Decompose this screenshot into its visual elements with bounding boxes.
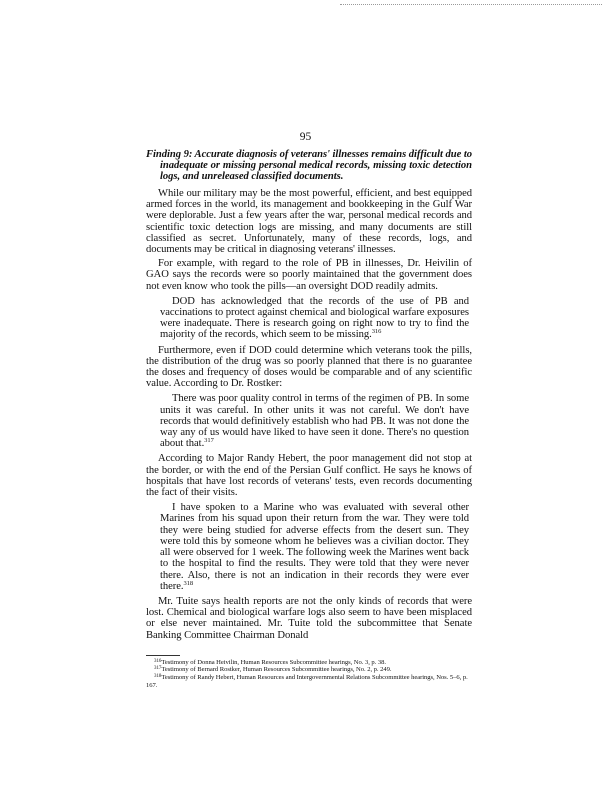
paragraph-hebert: According to Major Randy Hebert, the poor management did not stop at the border, or with the end of the Persian Gulf conflict. He says he knows of hospitals that have lost records of veterans' tests, even records documenting the fact of their visits. xyxy=(146,453,472,499)
footnotes xyxy=(146,659,472,689)
quote-hebert xyxy=(160,502,469,592)
footnote-number: 318 xyxy=(154,673,162,679)
footnote-ref: 316 xyxy=(371,328,382,336)
footnote-ref: 318 xyxy=(183,579,194,587)
quote-text: DOD has acknowledged that the records of the use of PB and vaccinations to protect against chemical and biological warfare exposures were inadequate. There is research going on right now to try to find the majority of the records, which seem to be missing. xyxy=(160,295,469,341)
paragraph-pb-records: For example, with regard to the role of PB in illnesses, Dr. Heivilin of GAO says the records were so poorly maintained that the government does not even know who took the pills—an oversight DOD readily admits. xyxy=(146,258,472,292)
page-body xyxy=(146,149,472,689)
footnote-number: 316 xyxy=(154,658,162,664)
footnote-text: Testimony of Randy Hebert, Human Resources and Intergovernmental Relations Subcommittee hearings, Nos. 5–6, p. 167. xyxy=(146,673,468,689)
footnote-text: Testimony of Donna Heivilin, Human Resources Subcommittee hearings, No. 3, p. 38. xyxy=(161,658,386,666)
paragraph-distribution: Furthermore, even if DOD could determine which veterans took the pills, the distribution of the drug was so poorly planned that there is no guarantee the doses and frequency of doses would be comparable and of any scientific value. According to Dr. Rostker: xyxy=(146,344,472,390)
finding-heading: Finding 9: Accurate diagnosis of veterans' illnesses remains difficult due to inadequate or missing personal medical records, missing toxic detection logs, and unreleased classified documents. xyxy=(146,149,472,182)
quote-text: I have spoken to a Marine who was evaluated with several other Marines from his squad upon their return from the war. They were told they were being studied for adverse effects from the desert sun. They were told this by someone whom he believes was a civilian doctor. They all were observed for 1 week. The following week the Marines went back to the hospital to find the results. They were told that they were never there. Also, there is not an indication in their records they were ever there. xyxy=(160,502,469,592)
footnote-number: 317 xyxy=(154,666,162,672)
footnote-317 xyxy=(146,666,472,674)
footnote-text: Testimony of Bernard Rostker, Human Resources Subcommittee hearings, No. 2, p. 249. xyxy=(161,666,392,674)
paragraph-intro: While our military may be the most powerful, efficient, and best equipped armed forces in the world, its management and bookkeeping in the Gulf War were deplorable. Just a few years after the war, personal medical records and scientific toxic detection logs are missing, and many documents are still classified as secret. Unfortunately, many of these records, logs, and documents may be critical in diagnosing veterans' illnesses. xyxy=(146,188,472,256)
footnote-316 xyxy=(146,659,472,667)
quote-rostker xyxy=(160,393,469,449)
quote-text: There was poor quality control in terms of the regimen of PB. In some units it was careful. In other units it was not careful. We don't have records that would definitively establish who had PB. It was not done the way any of us would have liked to have seen it done. There's no question about that. xyxy=(160,393,469,450)
quote-dod-records xyxy=(160,296,469,341)
footnote-ref: 317 xyxy=(204,437,214,445)
paragraph-tuite: Mr. Tuite says health reports are not the only kinds of records that were lost. Chemical and biological warfare logs also seem to have been misplaced or else never maintained. Mr. Tuite told the subcommittee that Senate Banking Committee Chairman Donald xyxy=(146,595,472,641)
page-number: 95 xyxy=(299,131,312,143)
top-rule xyxy=(340,4,602,5)
footnote-divider xyxy=(146,655,180,656)
footnote-318 xyxy=(146,674,472,689)
